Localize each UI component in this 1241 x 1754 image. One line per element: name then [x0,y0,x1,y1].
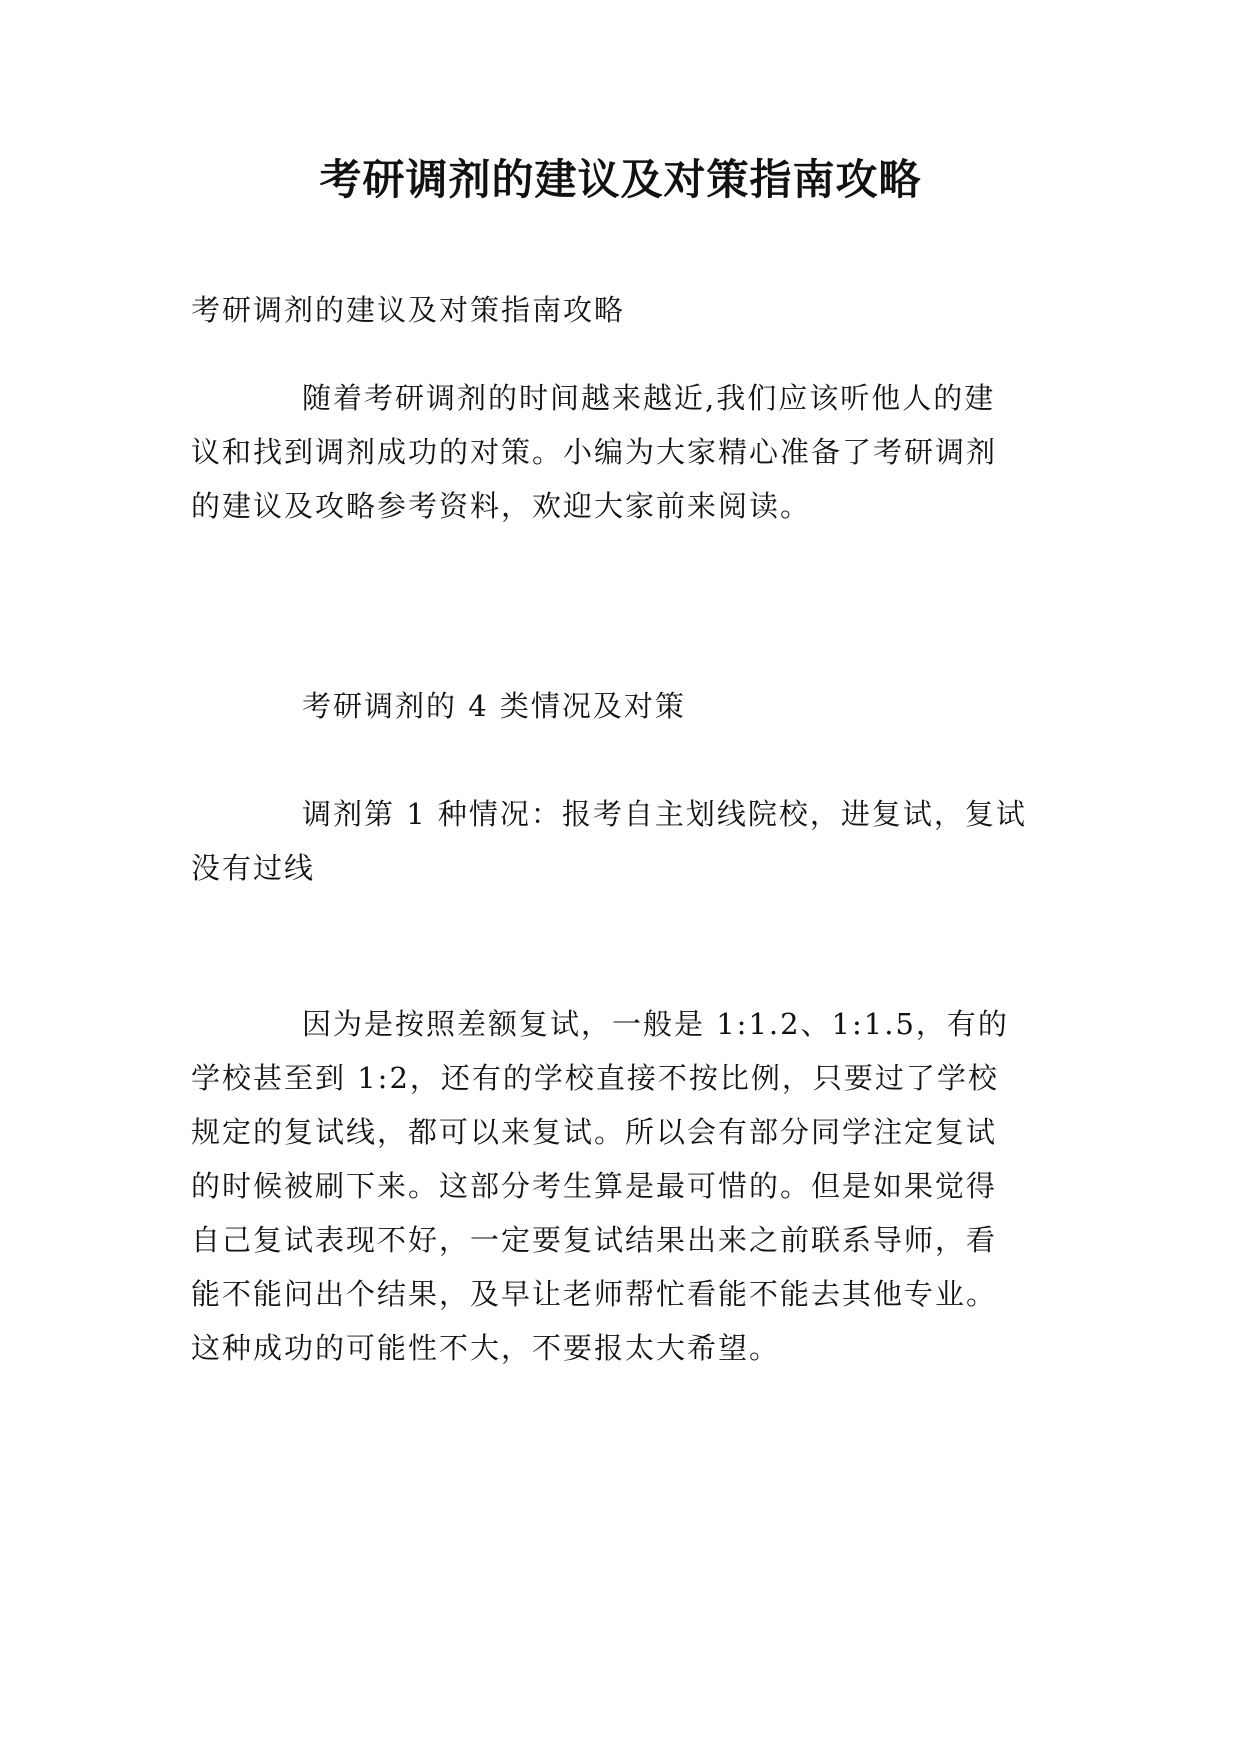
subtitle-line: 考研调剂的建议及对策指南攻略 [191,293,626,327]
paragraph-line: 规定的复试线，都可以来复试。所以会有部分同学注定复试 [191,1115,998,1149]
paragraph-line: 这种成功的可能性不大，不要报太大希望。 [191,1331,781,1365]
paragraph-line: 学校甚至到 1:2，还有的学校直接不按比例，只要过了学校 [191,1061,999,1095]
paragraph-line: 自己复试表现不好，一定要复试结果出来之前联系导师，看 [191,1223,998,1257]
section-heading [191,679,1061,733]
paragraph-line: 能不能问出个结果，及早让老师帮忙看能不能去其他专业。 [191,1277,998,1311]
case-1-heading [191,787,1061,895]
paragraph-line: 的建议及攻略参考资料，欢迎大家前来阅读。 [191,489,812,523]
intro-paragraph [191,371,1061,533]
section-heading-line: 考研调剂的 4 类情况及对策 [302,689,686,723]
case-1-detail-paragraph [191,997,1061,1375]
paragraph-line: 随着考研调剂的时间越来越近,我们应该听他人的建 [302,381,996,415]
paragraph-line: 的时候被刷下来。这部分考生算是最可惜的。但是如果觉得 [191,1169,998,1203]
document-title: 考研调剂的建议及对策指南攻略 [319,155,922,204]
paragraph-line: 调剂第 1 种情况：报考自主划线院校，进复试，复试 [302,797,1027,831]
paragraph-line: 议和找到调剂成功的对策。小编为大家精心准备了考研调剂 [191,435,998,469]
paragraph-line: 没有过线 [191,851,316,885]
document-subtitle [191,283,1061,337]
paragraph-line: 因为是按照差额复试，一般是 1:1.2、1:1.5，有的 [302,1007,1009,1041]
